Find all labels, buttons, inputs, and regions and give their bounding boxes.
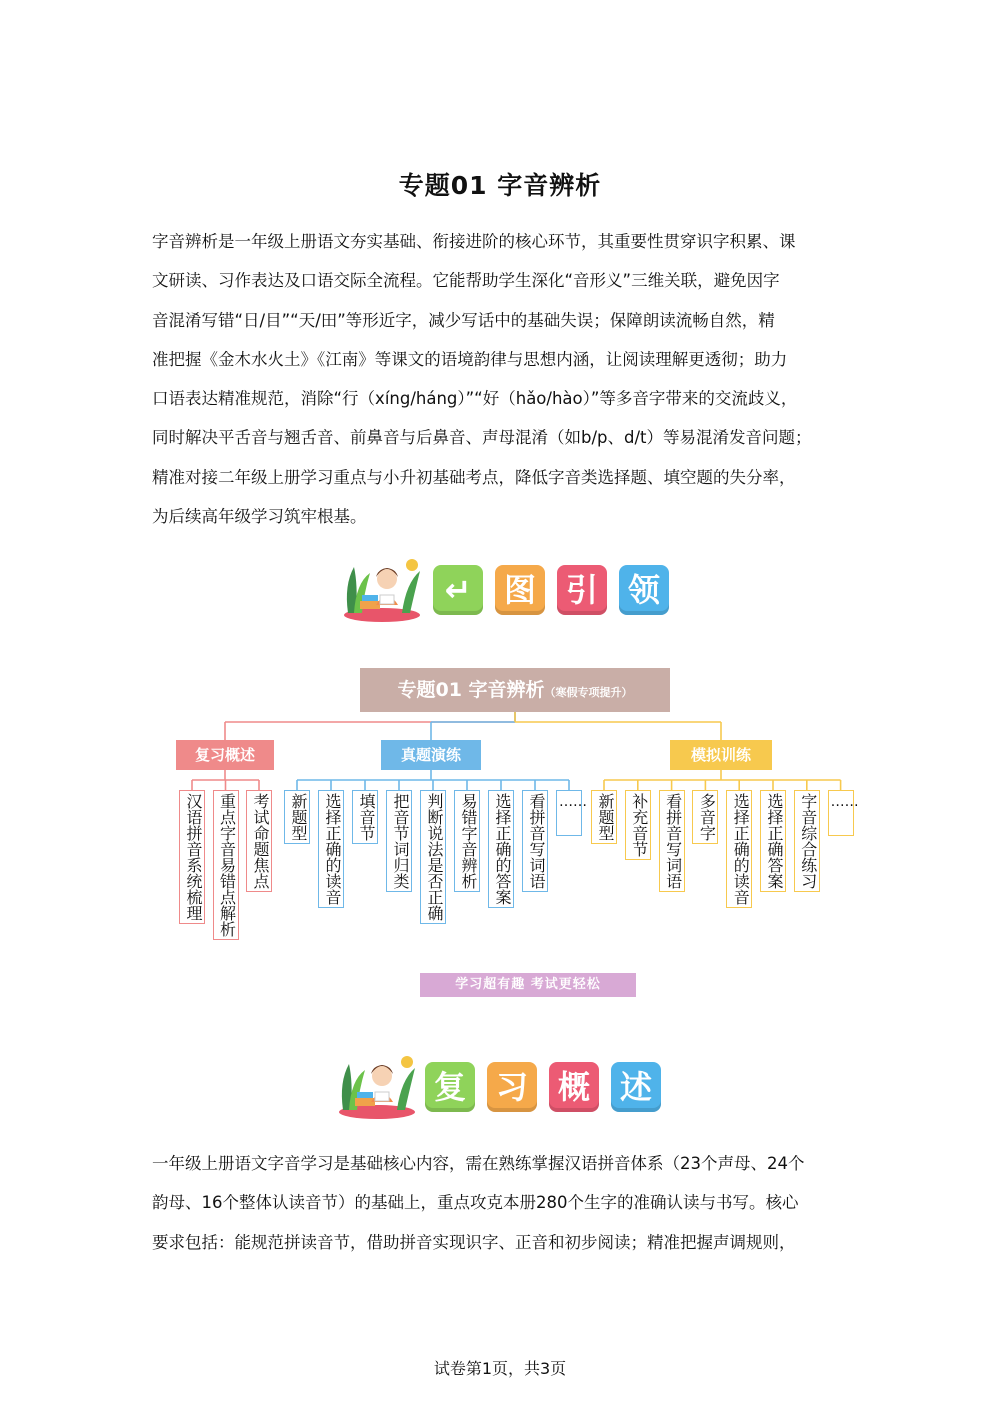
mindmap-leaf: 判断说法是否正确 bbox=[420, 790, 446, 924]
overview-line: 韵母、16个整体认读音节）的基础上，重点攻克本册280个生字的准确认读与书写。核心 bbox=[152, 1193, 799, 1213]
intro-line: 口语表达精准规范，消除“行（xíng/háng）”“好（hǎo/hào）”等多音字带来的交流歧义， bbox=[152, 389, 798, 409]
mindmap-leaf: 字音综合练习 bbox=[794, 790, 820, 892]
intro-line: 准把握《金木水火土》《江南》等课文的语境韵律与思想内涵，让阅读理解更透彻；助力 bbox=[152, 349, 788, 369]
intro-line: 为后续高年级学习筑牢根基。 bbox=[152, 507, 367, 527]
mindmap-leaf: 新题型 bbox=[284, 790, 310, 844]
intro-line: 同时解决平舌音与翘舌音、前鼻音与后鼻音、声母混淆（如b/p、d/t）等易混淆发音问题； bbox=[152, 428, 812, 448]
mindmap-leaf: 补充音节 bbox=[625, 790, 651, 860]
banner-tile: 习 bbox=[487, 1062, 537, 1112]
overview-paragraph bbox=[152, 1144, 852, 1262]
slogan-banner: 学习超有趣 考试更轻松 bbox=[420, 973, 636, 997]
banner-tile: 述 bbox=[611, 1062, 661, 1112]
intro-line: 音混淆写错“日/目”“天/田”等形近字，减少写话中的基础失误；保障朗读流畅自然，精 bbox=[152, 310, 775, 330]
mindmap-leaf: 易错字音辨析 bbox=[454, 790, 480, 892]
mindmap-subtitle: （寒假专项提升） bbox=[544, 686, 633, 699]
mindmap-leaf: 新题型 bbox=[591, 790, 617, 844]
mindmap-leaf: 选择正确的答案 bbox=[488, 790, 514, 908]
mindmap-leaf: 选择正确答案 bbox=[760, 790, 786, 892]
mindmap-leaf: …… bbox=[556, 790, 582, 836]
page-title: 专题01 字音辨析 bbox=[398, 171, 602, 200]
banner-tile: 引 bbox=[557, 565, 607, 615]
mindmap bbox=[170, 665, 860, 1005]
mindmap-branch: 真题演练 bbox=[381, 740, 481, 770]
banner-tile: ↵ bbox=[433, 565, 483, 615]
girl-reading-illustration bbox=[335, 1052, 420, 1122]
section-banner-overview bbox=[335, 1052, 675, 1122]
banner-tile: 图 bbox=[495, 565, 545, 615]
mindmap-connectors bbox=[170, 665, 860, 1005]
mindmap-branch: 复习概述 bbox=[176, 740, 274, 770]
mindmap-leaf: 把音节词归类 bbox=[386, 790, 412, 892]
intro-line: 精准对接二年级上册学习重点与小升初基础考点，降低字音类选择题、填空题的失分率， bbox=[152, 467, 796, 487]
mindmap-leaf: 填音节 bbox=[352, 790, 378, 844]
banner-tile: 概 bbox=[549, 1062, 599, 1112]
intro-paragraph bbox=[152, 222, 852, 536]
intro-line: 字音辨析是一年级上册语文夯实基础、衔接进阶的核心环节，其重要性贯穿识字积累、课 bbox=[152, 232, 796, 251]
banner-tile: 复 bbox=[425, 1062, 475, 1112]
mindmap-leaf: 看拼音写词语 bbox=[522, 790, 548, 892]
page-footer: 试卷第1页，共3页 bbox=[433, 1359, 567, 1378]
banner-tile: 领 bbox=[619, 565, 669, 615]
overview-line: 要求包括：能规范拼读音节，借助拼音实现识字、正音和初步阅读；精准把握声调规则， bbox=[152, 1232, 796, 1252]
mindmap-title-text: 专题01 字音辨析 bbox=[397, 679, 545, 701]
mindmap-leaf: 多音字 bbox=[692, 790, 718, 844]
mindmap-leaf: 选择正确的读音 bbox=[318, 790, 344, 908]
mindmap-leaf: 重点字音易错点解析 bbox=[213, 790, 239, 940]
girl-reading-illustration bbox=[340, 555, 425, 625]
mindmap-leaf: 看拼音写词语 bbox=[659, 790, 685, 892]
section-banner-map bbox=[340, 555, 680, 625]
mindmap-leaf: 考试命题焦点 bbox=[246, 790, 272, 892]
intro-line: 文研读、习作表达及口语交际全流程。它能帮助学生深化“音形义”三维关联，避免因字 bbox=[152, 271, 780, 291]
mindmap-branch: 模拟训练 bbox=[670, 740, 772, 770]
mindmap-leaf: 汉语拼音系统梳理 bbox=[179, 790, 205, 924]
mindmap-leaf: …… bbox=[828, 790, 854, 836]
mindmap-leaf: 选择正确的读音 bbox=[726, 790, 752, 908]
overview-line: 一年级上册语文字音学习是基础核心内容，需在熟练掌握汉语拼音体系（23个声母、24个 bbox=[152, 1154, 805, 1173]
mindmap-title bbox=[360, 668, 670, 712]
